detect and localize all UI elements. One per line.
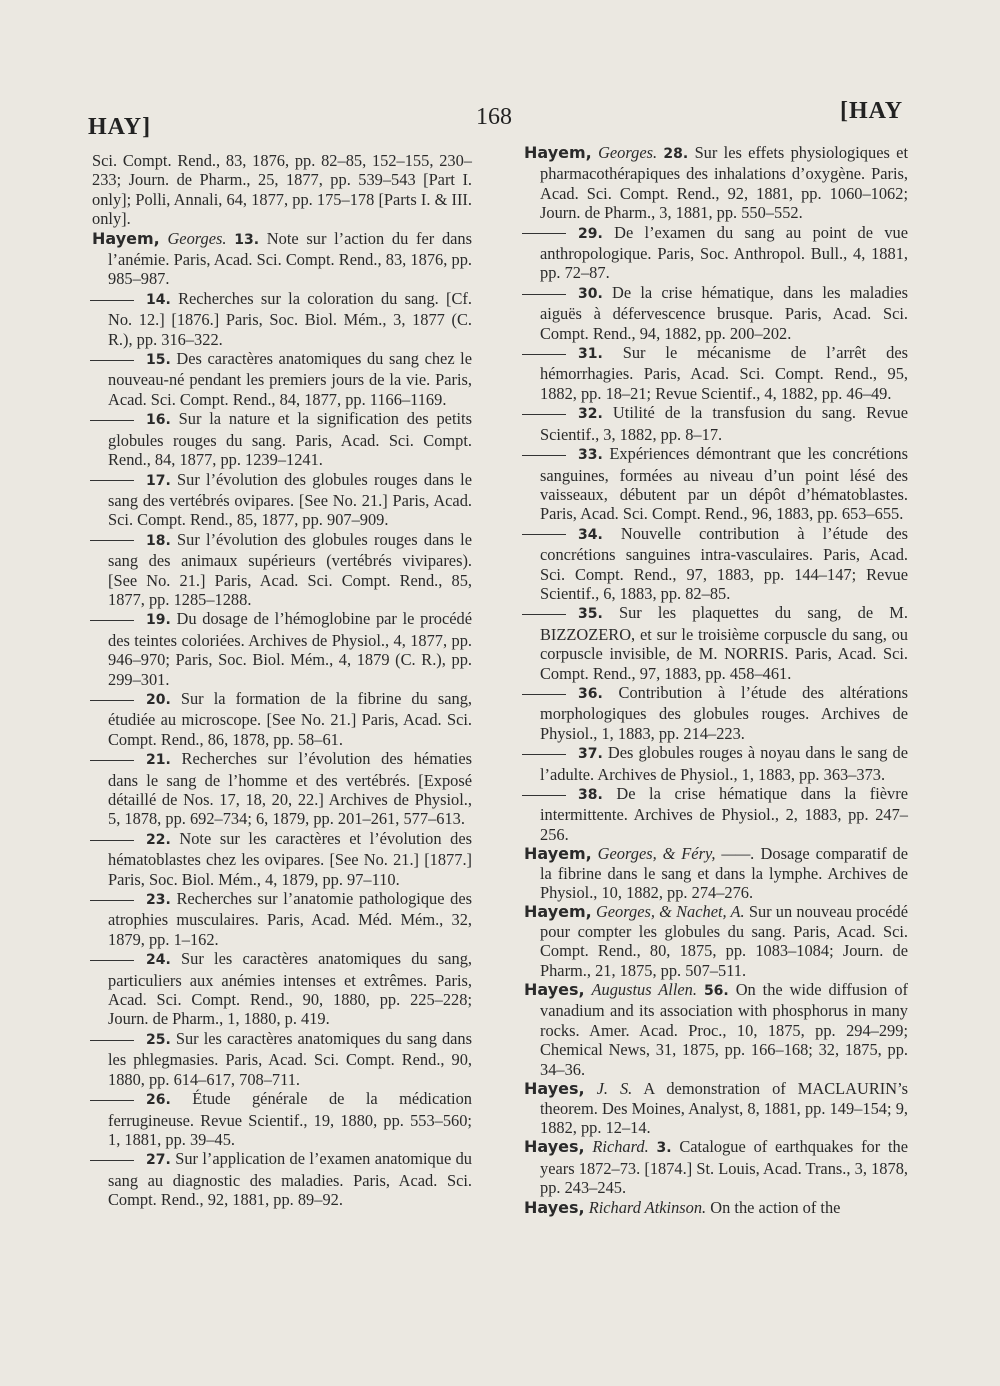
repeat-author-dash [90,480,134,481]
entry-number: 16. [146,412,171,429]
author-surname: Hayes, [524,1079,585,1099]
author-surname: Hayem, [524,844,592,864]
entry-text: De l’examen du sang au point de vue anthropologique. Paris, Soc. Anthropol. Bull., 4, 1881, pp. 72–87. [540,222,908,283]
entry-text: Recherches sur la coloration du sang. [Cf. No. 12.] [1876.] Paris, Soc. Biol. Mém., 3, 1877 (C. R.), pp. 316–322. [108,288,472,349]
entry-text: Dosage comparatif de la fibrine dans le sang et dans la lymphe. Archives de Physiol., 10, 1882, pp. 274–276. [540,844,909,903]
bibliography-entry [524,283,908,343]
entry-text: Sur l’évolution des globules rouges dans le sang des vertébrés ovipares. [See No. 21.] Paris, Acad. Sci. Compt. Rend., 85, 1877, pp. 907–909. [108,469,472,530]
entry-text: Sci. Compt. Rend., 83, 1876, pp. 82–85, 152–155, 230–233; Journ. de Pharm., 25, 1877, pp. 539–543 [Part I. only]; Polli, Annali, 64, 1877, pp. 175–178 [Parts I. & III. only]. [92,151,472,229]
entry-number: 37. [578,746,603,763]
repeat-author-dash [522,414,566,415]
author-surname: Hayem, [92,228,160,248]
entry-number: 22. [146,831,171,848]
entry-number: 19. [146,612,171,629]
repeat-author-dash [90,420,134,421]
bibliography-entry [524,683,908,743]
repeat-author-dash [90,700,134,701]
entry-number: 38. [578,787,603,803]
entry-number: 15. [146,352,171,369]
repeat-author-dash [90,1040,134,1041]
entry-text: Expériences démontrant que les concrétions sanguines, formées au niveau d’un point lésé des vaisseaux, débutent par un dépôt d’hématoblastes. Paris, Acad. Sci. Compt. Rend., 96, 1883, pp. 653–655. [540,444,908,524]
entry-number: 28. [663,146,689,162]
entry-number: 36. [578,685,603,702]
entry-text: Sur la nature et la signification des petits globules rouges du sang. Paris, Acad. Sci. Compt. Rend., 84, 1877, pp. 1239–1241. [108,409,472,470]
bibliography-entry [92,689,472,749]
author-given-name: Georges. [167,228,227,248]
bibliography-entry [92,889,472,949]
entry-text: Sur les effets physiologiques et pharmacothérapiques des inhalations d’oxygène. Paris, Acad. Sci. Compt. Rend., 92, 1881, pp. 1060–1062; Journ. de Pharm., 3, 1881, pp. 550–552. [540,143,908,223]
entry-text: Sur le mécanisme de l’arrêt des hémorrhagies. Paris, Acad. Sci. Compt. Rend., 95, 1882, pp. 18–21; Revue Scientif., 4, 1882, pp. 46–49. [540,343,908,403]
bibliography-entry [92,409,472,469]
entry-number: 30. [578,285,603,302]
repeat-author-dash [522,754,566,755]
entry-number: 14. [146,291,171,308]
bibliography-entry [524,403,908,444]
entry-text: Recherches sur l’anatomie pathologique des atrophies musculaires. Paris, Acad. Méd. Mém., 32, 1879, pp. 1–162. [108,889,472,949]
repeat-author-dash [90,1100,134,1101]
repeat-author-dash [90,540,134,541]
repeat-author-dash [90,620,134,621]
bibliography-entry [524,784,908,844]
repeat-author-dash [90,900,134,901]
entry-text: Note sur les caractères et l’évolution des hématoblastes chez les ovipares. [See No. 21.] [1877.] Paris, Soc. Biol. Mém., 4, 1879, pp. 97–110. [108,828,472,889]
entry-number: 23. [146,892,171,909]
entry-number: 25. [146,1031,171,1048]
bibliography-entry [524,743,908,784]
author-surname: Hayes, [524,980,585,1000]
entry-number: 20. [146,691,171,708]
entry-text: Étude générale de la médication ferrugineuse. Revue Scientif., 19, 1880, pp. 553–560; 1, 1881, pp. 39–45. [108,1089,472,1149]
repeat-author-dash [522,354,566,355]
repeat-author-dash [522,233,566,234]
entry-text: On the wide diffusion of vanadium and its association with phosphorus in many rocks. Amer. Acad. Proc., 10, 1875, pp. 294–299; Chemical News, 31, 1875, pp. 166–168; 32, 1875, pp. 34–36. [540,980,908,1079]
repeat-author-dash [90,1160,134,1161]
right-column [524,143,908,1217]
entry-text: Sur la formation de la fibrine du sang, étudiée au microscope. [See No. 21.] Paris, Acad. Sci. Compt. Rend., 86, 1878, pp. 58–61. [108,688,472,749]
repeat-author-dash [522,534,566,535]
page-number: 168 [476,104,512,130]
entry-text: De la crise hématique, dans les maladies aiguës à défervescence brusque. Paris, Acad. Sci. Compt. Rend., 94, 1882, pp. 200–202. [540,282,908,343]
bibliography-entry [92,470,472,530]
repeat-author-dash [90,840,134,841]
bibliography-entry [92,829,472,889]
repeat-author-dash [90,360,134,361]
entry-number: 27. [146,1152,171,1169]
bibliography-entry [524,1137,908,1197]
author-surname: Hayem, [524,143,592,162]
bibliography-entry [92,749,472,829]
entry-text: Des caractères anatomiques du sang chez le nouveau-né pendant les premiers jours de la vie. Paris, Acad. Sci. Compt. Rend., 84, 1877, pp. 1166–1169. [108,349,472,409]
entry-text: Sur l’application de l’examen anatomique du sang au diagnostic des maladies. Paris, Acad. Sci. Compt. Rend., 92, 1881, pp. 89–92. [108,1149,472,1210]
entry-text: Du dosage de l’hémoglobine par le procédé des teintes coloriées. Archives de Physiol., 4, 1877, pp. 946–970; Paris, Soc. Biol. Mém., 4, 1879 (C. R.), pp. 299–301. [108,609,472,689]
repeat-author-dash [522,294,566,295]
author-surname: Hayem, [524,902,592,922]
left-column [92,151,472,1210]
bibliography-entry [524,1198,908,1217]
bibliography-entry [524,1079,908,1137]
author-given-name: Augustus Allen. [591,980,697,1000]
author-given-name: Georges, & Nachet, A. [595,902,745,922]
entry-number: 18. [146,532,171,549]
entry-number: 17. [146,472,171,489]
repeat-author-dash [522,455,566,456]
entry-text: Nouvelle contribution à l’étude des concrétions sanguines intra-vasculaires. Paris, Acad. Sci. Compt. Rend., 97, 1883, pp. 144–147; Revue Scientif., 6, 1883, pp. 82–85. [540,523,908,603]
entry-text: Note sur l’action du fer dans l’anémie. Paris, Acad. Sci. Compt. Rend., 83, 1876, pp. 985–987. [108,228,472,289]
bibliography-entry [92,609,472,689]
author-given-name: J. S. [596,1079,633,1099]
entry-number: 29. [578,225,603,242]
entry-text: A demonstration of MACLAURIN’s theorem. Des Moines, Analyst, 8, 1881, pp. 149–154; 9, 1882, pp. 12–14. [540,1079,908,1137]
entry-text: Catalogue of earthquakes for the years 1872–73. [1874.] St. Louis, Acad. Trans., 3, 1878, pp. 243–245. [540,1137,908,1198]
bibliography-entry [524,524,908,604]
bibliography-entry [524,844,908,902]
author-surname: Hayes, [524,1137,585,1157]
entry-text: Utilité de la transfusion du sang. Revue Scientif., 3, 1882, pp. 8–17. [540,403,908,444]
author-given-name: Richard. [592,1137,649,1157]
entry-text: Contribution à l’étude des altérations morphologiques des globules rouges. Archives de Physiol., 1, 1883, pp. 214–223. [540,682,908,743]
entry-text: On the action of the [710,1197,841,1217]
repeat-author-dash [90,760,134,761]
author-given-name: Georges, & Féry, ——. [597,844,755,864]
running-header-left: HAY] [88,114,152,140]
entry-text: Des globules rouges à noyau dans le sang de l’adulte. Archives de Physiol., 1, 1883, pp. 363–373. [540,743,908,784]
bibliography-entry [92,1029,472,1089]
entry-text: Sur les plaquettes du sang, de M. BIZZOZERO, et sur le troisième corpuscle du sang, ou corpuscle invisible, de M. NORRIS. Paris, Acad. Sci. Compt. Rend., 97, 1883, pp. 458–461. [540,603,908,683]
entry-text: Sur les caractères anatomiques du sang dans les phlegmasies. Paris, Acad. Sci. Compt. Rend., 90, 1880, pp. 614–617, 708–711. [108,1028,472,1089]
repeat-author-dash [522,614,566,615]
entry-number: 21. [146,752,171,769]
entry-number: 33. [578,447,603,464]
author-given-name: Georges. [598,143,658,162]
entry-text: Sur l’évolution des globules rouges dans le sang des animaux supérieurs (vertébrés vivipares). [See No. 21.] Paris, Acad. Sci. Compt. Rend., 85, 1877, pp. 1285–1288. [108,529,472,609]
continued-entry [92,151,472,229]
running-header-right: [HAY [840,98,904,124]
bibliography-entry [524,223,908,283]
bibliography-entry [92,1089,472,1149]
entry-number: 35. [578,606,603,623]
entry-number: 13. [234,231,260,248]
entry-number: 32. [578,406,603,423]
entry-number: 31. [578,346,603,363]
bibliography-entry [524,343,908,403]
entry-text: Recherches sur l’évolution des hématies dans le sang de l’homme et des vertébrés. [Exposé détaillé de Nos. 17, 18, 20, 22.] Archives de Physiol., 5, 1878, pp. 692–734; 6, 1879, pp. 201–261, 577–613. [108,749,472,829]
bibliography-entry [524,603,908,683]
bibliography-entry [92,349,472,409]
bibliography-entry [524,980,908,1079]
entry-number: 3. [656,1140,672,1157]
repeat-author-dash [522,694,566,695]
bibliography-entry [524,444,908,524]
entry-number: 26. [146,1092,171,1109]
entry-text: Sur un nouveau procédé pour compter les globules du sang. Paris, Acad. Sci. Compt. Rend., 80, 1875, pp. 1083–1084; Journ. de Pharm., 21, 1875, pp. 507–511. [540,902,908,980]
bibliography-entry [524,143,908,223]
bibliography-entry [92,289,472,349]
repeat-author-dash [90,300,134,301]
author-surname: Hayes, [524,1197,585,1217]
entry-number: 56. [703,983,729,1000]
bibliography-entry [524,902,908,980]
entry-number: 34. [578,526,603,543]
bibliography-entry [92,949,472,1029]
entry-number: 24. [146,952,171,969]
bibliography-entry [92,530,472,610]
bibliography-entry [92,229,472,289]
repeat-author-dash [522,795,566,796]
repeat-author-dash [90,960,134,961]
author-given-name: Richard Atkinson. [588,1197,707,1217]
bibliography-entry [92,1149,472,1209]
entry-text: Sur les caractères anatomiques du sang, particuliers aux anémies intenses et extrêmes. Paris, Acad. Sci. Compt. Rend., 90, 1880, pp. 225–228; Journ. de Pharm., 1, 1880, p. 419. [108,949,472,1029]
entry-text: De la crise hématique dans la fièvre intermittente. Archives de Physiol., 2, 1883, pp. 247–256. [540,784,908,844]
